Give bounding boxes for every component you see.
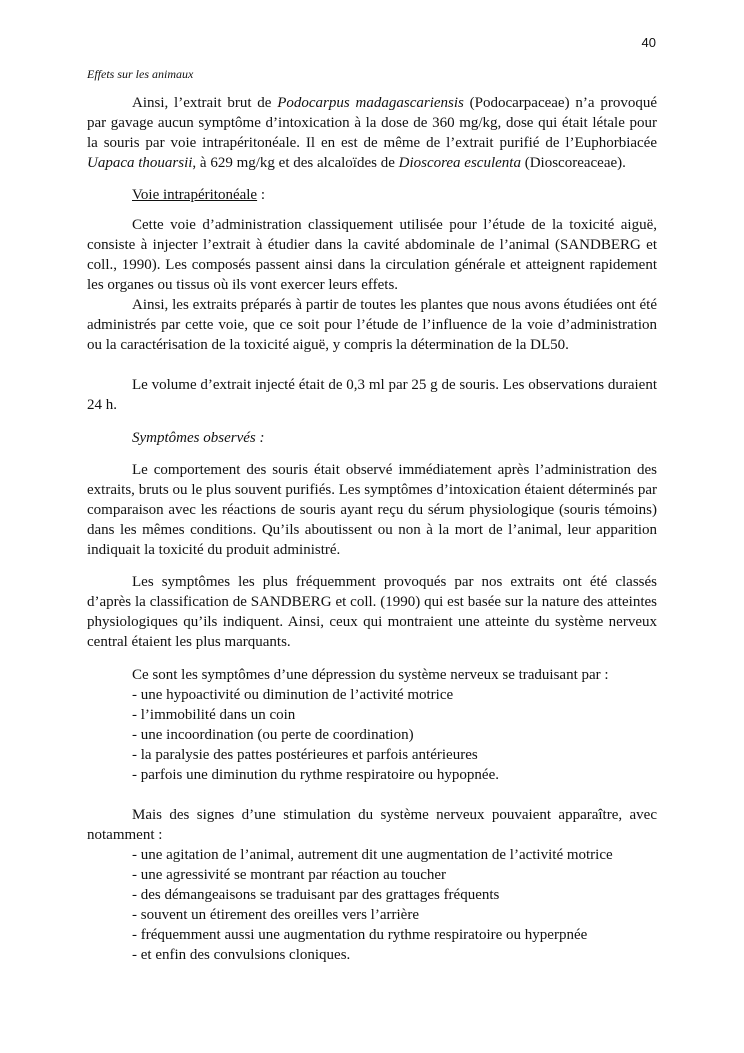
text-segment: Les symptômes les plus fréquemment provoqués par nos extraits ont été classés d’après la classification de SANDBERG et coll. (1990) qui est basée sur la nature des atteintes physiologiques qu’ils indiquent. Ainsi, ceux qui montraient une atteinte du système nerveux central étaient les plus marquants.	[87, 574, 657, 650]
italic-text: Symptômes observés :	[132, 430, 265, 446]
list-item: - fréquemment aussi une augmentation du rythme respiratoire ou hyperpnée	[132, 927, 588, 943]
text-segment: :	[257, 187, 266, 203]
underlined-text: Voie intrapéritonéale	[132, 187, 258, 203]
text-segment: Ainsi, l’extrait brut de	[132, 95, 278, 111]
text-segment: Le volume d’extrait injecté était de 0,3 ml par 25 g de souris. Les observations duraient 24 h.	[87, 377, 657, 413]
list-item: - des démangeaisons se traduisant par des grattages fréquents	[132, 887, 500, 903]
text-segment: Ainsi, les extraits préparés à partir de toutes les plantes que nous avons étudiées ont été administrés par cette voie, que ce soit pour l’étude de l’influence de la voie d’administration ou la caractérisation de la toxicité aiguë, y compris la détermination de la DL50.	[87, 297, 657, 353]
list-item: - une agitation de l’animal, autrement dit une augmentation de l’activité motrice	[132, 847, 613, 863]
text-segment: Mais des signes d’une stimulation du système nerveux pouvaient apparaître, avec notamment :	[87, 807, 657, 843]
stimulation-symptom-list	[87, 845, 702, 965]
text-segment: Cette voie d’administration classiquement utilisée pour l’étude de la toxicité aiguë, consiste à injecter l’extrait à étudier dans la cavité abdominale de l’animal (SANDBERG et coll., 1990). Les composés passent ainsi dans la circulation générale et atteignent rapidement les organes ou tissus où ils vont exercer leurs effets.	[87, 217, 657, 293]
list-item: - la paralysie des pattes postérieures et parfois antérieures	[132, 747, 478, 763]
list-intro: Ce sont les symptômes d’une dépression du système nerveux se traduisant par :	[132, 667, 609, 683]
italic-text: Uapaca thouarsii	[87, 155, 193, 171]
list-item: - une agressivité se montrant par réaction au toucher	[132, 867, 447, 883]
paragraph-extraits-administres	[87, 295, 657, 355]
page-number: 40	[641, 35, 656, 50]
list-item: - l’immobilité dans un coin	[132, 707, 296, 723]
list-item: - et enfin des convulsions cloniques.	[132, 947, 351, 963]
text-segment: , à 629 mg/kg et des alcaloïdes de	[192, 155, 399, 171]
paragraph-stimulation	[87, 805, 657, 845]
list-item: - parfois une diminution du rythme respiratoire ou hypopnée.	[132, 767, 499, 783]
paragraph-podocarpus	[87, 93, 657, 173]
italic-text: Podocarpus madagascariensis	[277, 95, 464, 111]
list-item: - une hypoactivité ou diminution de l’activité motrice	[132, 687, 454, 703]
text-segment: (Podocarpaceae) n’a provoqué par gavage aucun symptôme d’intoxication à la dose de 360 mg/kg, dose qui était létale pour la souris par voie intrapéritonéale. Il en est de même de l’extrait purifié de l’Euphorbiacée	[87, 95, 657, 151]
running-header: Effets sur les animaux	[87, 67, 194, 81]
depression-symptom-list	[87, 665, 702, 785]
italic-text: Dioscorea esculenta	[398, 155, 521, 171]
text-segment: (Dioscoreaceae).	[520, 155, 626, 171]
section-heading-symptomes	[87, 428, 657, 448]
paragraph-classification	[87, 572, 657, 652]
text-segment: Le comportement des souris était observé immédiatement après l’administration des extraits, bruts ou le plus souvent purifiés. Les symptômes d’intoxication étaient déterminés par comparaison avec les réactions de souris ayant reçu du sérum physiologique (souris témoins) dans les mêmes conditions. Qu’ils aboutissent ou non à la mort de l’animal, leur apparition indiquait la toxicité du produit administré.	[87, 462, 657, 558]
paragraph-voie-description	[87, 215, 657, 295]
list-item: - une incoordination (ou perte de coordination)	[132, 727, 414, 743]
section-heading-voie-intraperitoneale	[87, 185, 657, 205]
paragraph-volume-injecte	[87, 375, 657, 415]
list-item: - souvent un étirement des oreilles vers l’arrière	[132, 907, 419, 923]
paragraph-comportement	[87, 460, 657, 560]
